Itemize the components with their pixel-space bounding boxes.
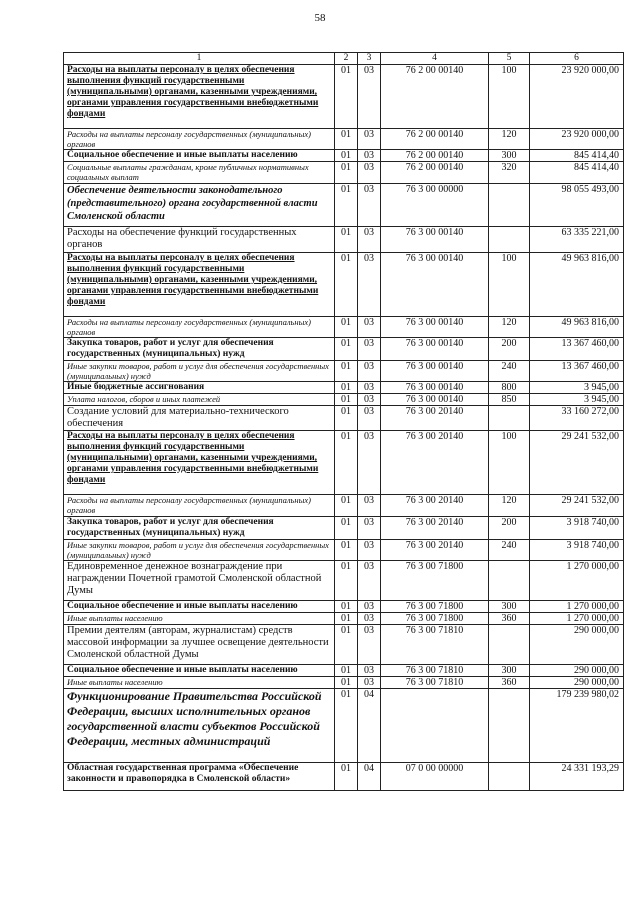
amount-cell: 3 945,00	[530, 382, 624, 394]
expense-name-text: Расходы на выплаты персоналу государственных (муниципальных) органов	[67, 129, 312, 149]
expense-name-cell	[64, 253, 335, 317]
column-header: 5	[489, 53, 530, 65]
expense-name-cell	[64, 601, 335, 613]
expense-type-cell: 300	[489, 601, 530, 613]
target-article-cell: 76 3 00 71810	[381, 665, 489, 677]
expense-name-text: Обеспечение деятельности законодательного (представительного) органа государственной власти Смоленской области	[67, 185, 318, 222]
expense-name-cell	[64, 317, 335, 338]
section-code-cell: 01	[335, 495, 358, 517]
expense-type-cell: 120	[489, 129, 530, 150]
section-code-cell: 01	[335, 406, 358, 431]
target-article-cell: 76 3 00 00140	[381, 382, 489, 394]
expense-name-cell	[64, 150, 335, 162]
target-article-cell: 76 3 00 71810	[381, 677, 489, 689]
expense-name-cell	[64, 129, 335, 150]
expense-type-cell	[489, 625, 530, 665]
subsection-code-cell: 03	[358, 162, 381, 184]
table-header-row	[64, 53, 624, 65]
target-article-cell: 76 3 00 20140	[381, 431, 489, 495]
subsection-code-cell: 03	[358, 394, 381, 406]
budget-table	[63, 52, 624, 791]
expense-name-cell	[64, 65, 335, 129]
amount-cell: 290 000,00	[530, 665, 624, 677]
table-row	[64, 162, 624, 184]
page-number: 58	[314, 12, 326, 24]
target-article-cell: 76 2 00 00140	[381, 129, 489, 150]
expense-name-text: Расходы на выплаты персоналу в целях обеспечения выполнения функций государственными (муниципальными) органами, казенными учреждениями, органами управления государственными внебюджетными фондами	[67, 431, 319, 485]
table-row	[64, 338, 624, 361]
amount-cell: 290 000,00	[530, 677, 624, 689]
amount-cell: 3 918 740,00	[530, 540, 624, 561]
table-row	[64, 677, 624, 689]
subsection-code-cell: 03	[358, 184, 381, 227]
table-row	[64, 406, 624, 431]
expense-type-cell	[489, 227, 530, 253]
expense-name-text: Областная государственная программа «Обеспечение законности и правопорядка в Смоленской области»	[67, 763, 299, 784]
table-row	[64, 561, 624, 601]
section-code-cell: 01	[335, 150, 358, 162]
amount-cell: 23 920 000,00	[530, 129, 624, 150]
expense-name-cell	[64, 184, 335, 227]
table-row	[64, 601, 624, 613]
subsection-code-cell: 03	[358, 495, 381, 517]
expense-name-cell	[64, 625, 335, 665]
column-header: 3	[358, 53, 381, 65]
section-code-cell: 01	[335, 613, 358, 625]
expense-type-cell	[489, 763, 530, 791]
expense-name-text: Расходы на выплаты персоналу государственных (муниципальных) органов	[67, 317, 312, 337]
expense-type-cell: 850	[489, 394, 530, 406]
section-code-cell: 01	[335, 665, 358, 677]
expense-name-text: Единовременное денежное вознаграждение при награждении Почетной грамотой Смоленской областной Думы	[67, 561, 322, 596]
expense-name-text: Уплата налогов, сборов и иных платежей	[67, 394, 221, 404]
subsection-code-cell: 03	[358, 382, 381, 394]
column-header: 1	[64, 53, 335, 65]
amount-cell: 49 963 816,00	[530, 253, 624, 317]
amount-cell: 23 920 000,00	[530, 65, 624, 129]
section-code-cell: 01	[335, 253, 358, 317]
expense-type-cell: 120	[489, 317, 530, 338]
expense-type-cell: 240	[489, 540, 530, 561]
section-code-cell: 01	[335, 382, 358, 394]
expense-name-text: Расходы на обеспечение функций государственных органов	[67, 227, 297, 250]
expense-name-cell	[64, 361, 335, 382]
expense-type-cell: 800	[489, 382, 530, 394]
expense-name-cell	[64, 162, 335, 184]
table-row	[64, 361, 624, 382]
expense-name-text: Расходы на выплаты персоналу государственных (муниципальных) органов	[67, 495, 312, 515]
expense-type-cell	[489, 561, 530, 601]
expense-type-cell: 120	[489, 495, 530, 517]
target-article-cell: 76 3 00 20140	[381, 517, 489, 540]
amount-cell: 13 367 460,00	[530, 361, 624, 382]
column-header: 2	[335, 53, 358, 65]
expense-name-text: Социальное обеспечение и иные выплаты населению	[67, 601, 298, 611]
table-row	[64, 253, 624, 317]
expense-name-text: Премии деятелям (авторам, журналистам) средств массовой информации за лучшее освещение деятельности Смоленской областной Думы	[67, 625, 329, 660]
subsection-code-cell: 03	[358, 613, 381, 625]
subsection-code-cell: 03	[358, 317, 381, 338]
expense-type-cell: 360	[489, 677, 530, 689]
amount-cell: 29 241 532,00	[530, 431, 624, 495]
amount-cell: 290 000,00	[530, 625, 624, 665]
expense-name-text: Закупка товаров, работ и услуг для обеспечения государственных (муниципальных) нужд	[67, 338, 274, 359]
expense-type-cell: 360	[489, 613, 530, 625]
section-code-cell: 01	[335, 394, 358, 406]
expense-name-cell	[64, 665, 335, 677]
expense-type-cell: 300	[489, 665, 530, 677]
column-header: 6	[530, 53, 624, 65]
expense-name-cell	[64, 677, 335, 689]
expense-name-cell	[64, 763, 335, 791]
target-article-cell: 76 3 00 20140	[381, 406, 489, 431]
subsection-code-cell: 04	[358, 763, 381, 791]
subsection-code-cell: 04	[358, 689, 381, 763]
target-article-cell: 76 2 00 00140	[381, 162, 489, 184]
expense-type-cell	[489, 689, 530, 763]
table-row	[64, 129, 624, 150]
amount-cell: 1 270 000,00	[530, 613, 624, 625]
expense-name-text: Закупка товаров, работ и услуг для обеспечения государственных (муниципальных) нужд	[67, 517, 274, 538]
expense-name-cell	[64, 431, 335, 495]
target-article-cell: 76 3 00 71800	[381, 601, 489, 613]
amount-cell: 3 918 740,00	[530, 517, 624, 540]
subsection-code-cell: 03	[358, 601, 381, 613]
expense-name-text: Иные выплаты населению	[67, 677, 163, 687]
section-code-cell: 01	[335, 431, 358, 495]
expense-name-text: Создание условий для материально-технического обеспечения	[67, 406, 289, 429]
table-row	[64, 517, 624, 540]
subsection-code-cell: 03	[358, 677, 381, 689]
table-row	[64, 65, 624, 129]
subsection-code-cell: 03	[358, 517, 381, 540]
expense-name-text: Иные выплаты населению	[67, 613, 163, 623]
section-code-cell: 01	[335, 162, 358, 184]
expense-type-cell: 200	[489, 338, 530, 361]
target-article-cell: 76 3 00 71810	[381, 625, 489, 665]
table-row	[64, 227, 624, 253]
subsection-code-cell: 03	[358, 406, 381, 431]
section-code-cell: 01	[335, 677, 358, 689]
table-row	[64, 382, 624, 394]
amount-cell: 49 963 816,00	[530, 317, 624, 338]
target-article-cell: 76 3 00 00000	[381, 184, 489, 227]
amount-cell: 1 270 000,00	[530, 561, 624, 601]
amount-cell: 98 055 493,00	[530, 184, 624, 227]
target-article-cell: 76 2 00 00140	[381, 150, 489, 162]
amount-cell: 845 414,40	[530, 162, 624, 184]
target-article-cell: 76 3 00 00140	[381, 317, 489, 338]
subsection-code-cell: 03	[358, 361, 381, 382]
expense-type-cell: 240	[489, 361, 530, 382]
target-article-cell: 76 3 00 00140	[381, 227, 489, 253]
expense-type-cell: 100	[489, 253, 530, 317]
expense-type-cell: 100	[489, 431, 530, 495]
target-article-cell: 76 3 00 71800	[381, 613, 489, 625]
expense-name-cell	[64, 495, 335, 517]
amount-cell: 3 945,00	[530, 394, 624, 406]
target-article-cell: 76 3 00 20140	[381, 540, 489, 561]
expense-name-cell	[64, 613, 335, 625]
target-article-cell: 07 0 00 00000	[381, 763, 489, 791]
subsection-code-cell: 03	[358, 65, 381, 129]
subsection-code-cell: 03	[358, 338, 381, 361]
target-article-cell: 76 2 00 00140	[381, 65, 489, 129]
table-row	[64, 150, 624, 162]
expense-name-text: Функционирование Правительства Российской Федерации, высших исполнительных органов государственной власти субъектов Российской Федерации, местных администраций	[67, 689, 322, 748]
expense-name-text: Социальное обеспечение и иные выплаты населению	[67, 665, 298, 675]
table-row	[64, 431, 624, 495]
table-row	[64, 540, 624, 561]
subsection-code-cell: 03	[358, 431, 381, 495]
expense-name-cell	[64, 394, 335, 406]
subsection-code-cell: 03	[358, 665, 381, 677]
target-article-cell	[381, 689, 489, 763]
expense-name-text: Иные закупки товаров, работ и услуг для обеспечения государственных (муниципальных) нужд	[67, 361, 329, 381]
subsection-code-cell: 03	[358, 253, 381, 317]
table-row	[64, 613, 624, 625]
section-code-cell: 01	[335, 65, 358, 129]
target-article-cell: 76 3 00 00140	[381, 338, 489, 361]
expense-type-cell: 100	[489, 65, 530, 129]
target-article-cell: 76 3 00 20140	[381, 495, 489, 517]
target-article-cell: 76 3 00 00140	[381, 253, 489, 317]
expense-type-cell: 320	[489, 162, 530, 184]
expense-type-cell: 200	[489, 517, 530, 540]
subsection-code-cell: 03	[358, 625, 381, 665]
expense-type-cell	[489, 184, 530, 227]
section-code-cell: 01	[335, 561, 358, 601]
column-header: 4	[381, 53, 489, 65]
target-article-cell: 76 3 00 00140	[381, 394, 489, 406]
subsection-code-cell: 03	[358, 227, 381, 253]
section-code-cell: 01	[335, 517, 358, 540]
table-row	[64, 184, 624, 227]
target-article-cell: 76 3 00 00140	[381, 361, 489, 382]
amount-cell: 845 414,40	[530, 150, 624, 162]
amount-cell: 24 331 193,29	[530, 763, 624, 791]
amount-cell: 33 160 272,00	[530, 406, 624, 431]
expense-name-cell	[64, 689, 335, 763]
subsection-code-cell: 03	[358, 150, 381, 162]
section-code-cell: 01	[335, 689, 358, 763]
amount-cell: 1 270 000,00	[530, 601, 624, 613]
table-row	[64, 317, 624, 338]
expense-type-cell: 300	[489, 150, 530, 162]
section-code-cell: 01	[335, 540, 358, 561]
expense-name-text: Расходы на выплаты персоналу в целях обеспечения выполнения функций государственными (муниципальными) органами, казенными учреждениями, органами управления государственными внебюджетными фондами	[67, 65, 319, 119]
section-code-cell: 01	[335, 129, 358, 150]
section-code-cell: 01	[335, 317, 358, 338]
expense-name-text: Иные бюджетные ассигнования	[67, 382, 205, 392]
subsection-code-cell: 03	[358, 129, 381, 150]
expense-name-cell	[64, 561, 335, 601]
table-row	[64, 665, 624, 677]
expense-name-cell	[64, 406, 335, 431]
table-row	[64, 495, 624, 517]
table-row	[64, 625, 624, 665]
expense-name-cell	[64, 540, 335, 561]
section-code-cell: 01	[335, 625, 358, 665]
expense-name-text: Социальное обеспечение и иные выплаты населению	[67, 150, 298, 160]
section-code-cell: 01	[335, 184, 358, 227]
section-code-cell: 01	[335, 361, 358, 382]
expense-name-text: Иные закупки товаров, работ и услуг для обеспечения государственных (муниципальных) нужд	[67, 540, 329, 560]
table-row	[64, 394, 624, 406]
section-code-cell: 01	[335, 601, 358, 613]
expense-name-text: Расходы на выплаты персоналу в целях обеспечения выполнения функций государственными (муниципальными) органами, казенными учреждениями, органами управления государственными внебюджетными фондами	[67, 253, 319, 307]
table-row	[64, 689, 624, 763]
amount-cell: 179 239 980,02	[530, 689, 624, 763]
amount-cell: 29 241 532,00	[530, 495, 624, 517]
section-code-cell: 01	[335, 227, 358, 253]
table-row	[64, 763, 624, 791]
amount-cell: 13 367 460,00	[530, 338, 624, 361]
target-article-cell: 76 3 00 71800	[381, 561, 489, 601]
section-code-cell: 01	[335, 338, 358, 361]
expense-type-cell	[489, 406, 530, 431]
section-code-cell: 01	[335, 763, 358, 791]
expense-name-cell	[64, 338, 335, 361]
subsection-code-cell: 03	[358, 561, 381, 601]
expense-name-cell	[64, 227, 335, 253]
expense-name-text: Социальные выплаты гражданам, кроме публичных нормативных социальных выплат	[67, 162, 309, 182]
amount-cell: 63 335 221,00	[530, 227, 624, 253]
expense-name-cell	[64, 382, 335, 394]
expense-name-cell	[64, 517, 335, 540]
subsection-code-cell: 03	[358, 540, 381, 561]
